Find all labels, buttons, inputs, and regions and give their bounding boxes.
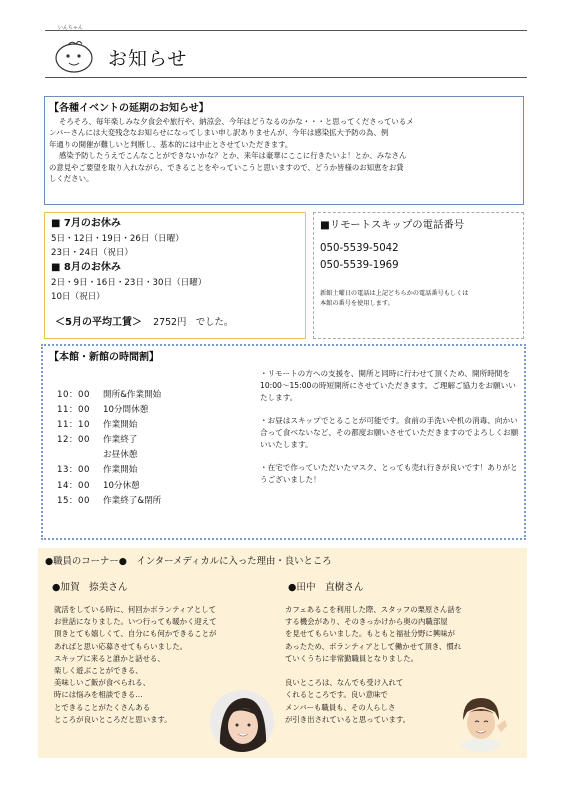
phone-number: 050-5539-1969 — [320, 260, 399, 271]
schedule-row: お昼休憩 — [103, 450, 138, 461]
staff-left-photo — [210, 690, 274, 752]
face-logo-icon — [46, 28, 104, 76]
wage-row — [55, 316, 233, 329]
page-title: お知らせ — [108, 48, 188, 70]
events-notice-box — [44, 96, 524, 205]
schedule-row: 12：00 作業終了 — [57, 435, 138, 446]
phone-number: 050-5539-5042 — [320, 243, 399, 254]
top-rule — [45, 30, 527, 31]
schedule-row: 11：00 10分間休憩 — [57, 405, 149, 416]
schedule-box — [41, 344, 526, 540]
events-heading: 【各種イベントの延期のお知らせ】 — [49, 103, 209, 114]
events-line: そろそろ、毎年楽しみな夕食会や旅行や、納涼会、今年はどうなるのかな・・・と思ってくださっているメ — [59, 117, 414, 126]
remote-heading: ■リモートスキップの電話番号 — [320, 219, 465, 231]
august-heading: ■ 8月のお休み — [51, 262, 121, 273]
july-line: 5日・12日・19日・26日（日曜） — [51, 234, 184, 244]
july-heading: ■ 7月のお休み — [51, 218, 121, 229]
wage-label: ＜5月の平均工賃＞ — [55, 317, 142, 328]
events-line: ンバーさんには大変残念なお知らせになってしまい申し訳ありませんが、今年は感染拡大予防の為、例 — [49, 128, 389, 138]
staff-right-name: ●田中 直樹さん — [288, 582, 364, 593]
schedule-row: 14：00 10分休憩 — [57, 480, 140, 491]
remote-note: 本館の番号を使用します。 — [320, 300, 394, 307]
schedule-note: ・在宅で作っていただいたマスク、とっても売れ行きが良いです！ありがとうございました！ — [260, 463, 518, 485]
schedule-heading: 【本館・新館の時間割】 — [49, 352, 159, 363]
schedule-row: 11：10 作業開始 — [57, 420, 138, 431]
staff-right-photo — [449, 690, 513, 752]
events-line: の意見やご要望を取り入れながら、できることをやっていこうと思いますので、どうか皆様のお知恵をお貸 — [49, 162, 404, 172]
logo-caption: いんちゃん — [58, 25, 84, 31]
remote-phone-box — [313, 212, 524, 339]
events-body — [49, 116, 519, 184]
events-line: 感染予防したうえでこんなことができないかな？とか、来年は豪華にここに行きたいよ！とか、みなさん — [59, 151, 407, 161]
schedule-note: ・お昼はスキップでとることが可能です。食前の手洗いや机の消毒、向かい合って食べないなど、その都度お願いさせていただきますのでよろしくお願いいたします。 — [260, 416, 519, 449]
events-line: しください。 — [49, 174, 94, 184]
staff-left-name: ●加賀 捺美さん — [52, 582, 128, 593]
header-rule — [45, 77, 527, 78]
staff-left-text: 就活をしている時に、何回かボランティアとして お世話になりました。いつ行っても暖かく迎えて 頂きとても嬉しくて、自分にも何かできることが あればと思い応募させてもらいました。 スキップに来ると誰かと話せる、 楽しく遊ぶことができる、 美味しいご飯が食べられる、 時には悩みを相談できる… とできることがたくさんある ところが良いところだと思います。 — [54, 605, 217, 724]
staff-corner — [38, 548, 527, 758]
august-line: 2日・9日・16日・23日・30日（日曜） — [51, 278, 207, 288]
schedule-note: ・リモートの方への支援を、開所と同時に行わせて頂くため、開所時間を10:00～15:00の時短開所にさせていただきます。ご理解ご協力をお願いいたします。 — [260, 369, 516, 402]
august-line: 10日（祝日） — [51, 292, 105, 302]
schedule-row: 13：00 作業開始 — [57, 465, 138, 476]
staff-right-text: カフェあるこを利用した際、スタッフの栗原さん話を する機会があり、そのきっかけから奥の内職部屋 を見せてもらいました。もともと福祉分野に興味が あったため、ボランティアとして働かせて頂き、慣れ ていくうちに非常勤職員となりました。 良いところは、なんでも受け入れて くれるところです。良い意味で メンバーも職員も、その人らしさ が引き出されていると思っています。 — [285, 605, 463, 724]
remote-note: 新館土曜日の電話は上記どちらかの電話番号もしくは — [320, 290, 469, 297]
staff-heading: ●職員のコーナー● インターメディカルに入った理由・良いところ — [45, 556, 332, 567]
schedule-row: 10：00 開所&作業開始 — [57, 390, 162, 400]
wage-value: 2752円 でした。 — [153, 317, 234, 328]
july-line: 23日・24日（祝日） — [51, 248, 134, 258]
events-line: 年通りの開催が難しいと判断し、基本的には中止とさせていただきます。 — [49, 139, 293, 149]
schedule-list — [57, 388, 161, 509]
schedule-notes — [260, 368, 522, 498]
schedule-row: 15：00 作業終了&閉所 — [57, 495, 162, 506]
holidays-box — [44, 212, 306, 339]
